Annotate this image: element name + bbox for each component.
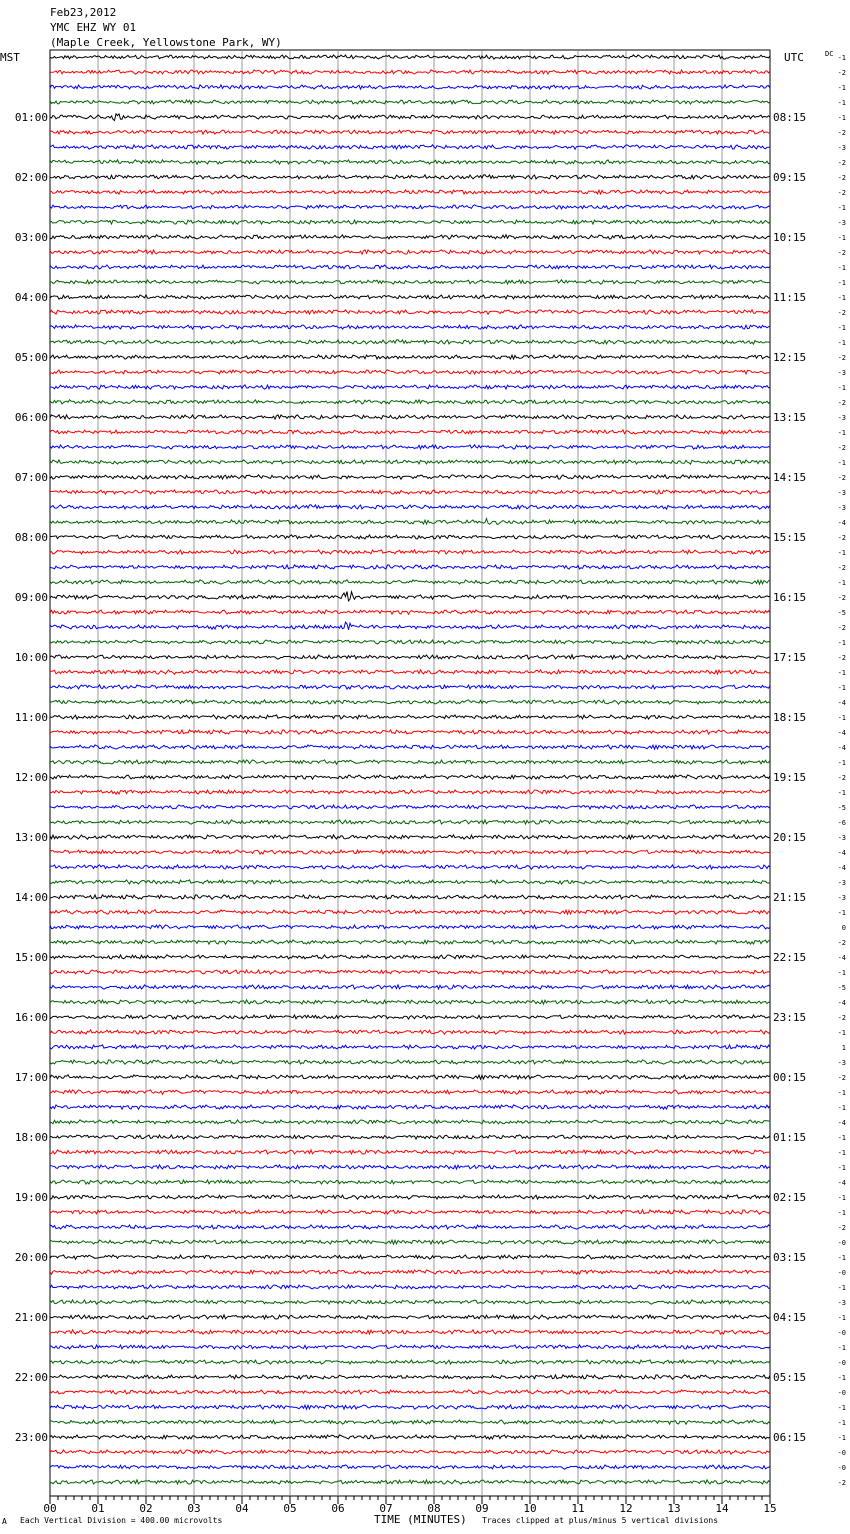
trace-line: [50, 1390, 770, 1394]
dc-offset-label: -1: [837, 1404, 846, 1412]
trace-line: [50, 820, 770, 824]
dc-offset-label: -1: [837, 1164, 846, 1172]
dc-offset-label: -1: [837, 1089, 846, 1097]
trace-line: [50, 925, 770, 929]
trace-line: [50, 730, 770, 734]
right-hour-label: 12:15: [773, 351, 807, 364]
left-hour-label: 15:00: [14, 951, 48, 964]
trace-line: [50, 955, 770, 959]
trace-line: [50, 250, 770, 254]
x-tick-label: 01: [91, 1502, 105, 1515]
right-hour-label: 11:15: [773, 291, 807, 304]
right-hour-label: 14:15: [773, 471, 807, 484]
right-hour-label: 02:15: [773, 1191, 807, 1204]
trace-line: [50, 1405, 770, 1409]
trace-line: [50, 700, 770, 704]
trace-line: [50, 895, 770, 899]
x-tick-label: 15: [763, 1502, 777, 1515]
dc-offset-label: -1: [837, 1209, 846, 1217]
trace-line: [50, 295, 770, 299]
left-hour-label: 13:00: [14, 831, 48, 844]
x-tick-label: 11: [571, 1502, 585, 1515]
dc-offset-label: -4: [837, 864, 846, 872]
dc-offset-label: -1: [837, 639, 846, 647]
trace-line: [50, 325, 770, 329]
trace-line: [50, 715, 770, 719]
dc-offset-label: -2: [837, 774, 846, 782]
trace-line: [50, 640, 770, 644]
trace-line: [50, 160, 770, 164]
right-hour-label: 05:15: [773, 1371, 807, 1384]
right-hour-label: 23:15: [773, 1011, 807, 1024]
left-timezone: MST: [0, 51, 20, 64]
dc-offset-label: -1: [837, 1344, 846, 1352]
dc-offset-label: -1: [837, 459, 846, 467]
dc-offset-label: -2: [837, 159, 846, 167]
left-hour-label: 22:00: [14, 1371, 48, 1384]
trace-line: [50, 1030, 770, 1034]
x-tick-label: 13: [667, 1502, 681, 1515]
dc-offset-label: -4: [837, 699, 846, 707]
trace-line: [50, 1180, 770, 1184]
trace-line: [50, 685, 770, 689]
dc-offset-label: -1: [837, 384, 846, 392]
dc-offset-label: -1: [837, 204, 846, 212]
trace-line: [50, 205, 770, 209]
dc-offset-label: -4: [837, 954, 846, 962]
left-hour-label: 03:00: [14, 231, 48, 244]
left-hour-label: 14:00: [14, 891, 48, 904]
trace-line: [50, 430, 770, 434]
dc-offset-label: -1: [837, 1104, 846, 1112]
left-hour-label: 19:00: [14, 1191, 48, 1204]
right-hour-label: 10:15: [773, 231, 807, 244]
trace-line: [50, 970, 770, 974]
trace-line: [50, 70, 770, 74]
dc-offset-label: -0: [837, 1359, 846, 1367]
clip-note: Traces clipped at plus/minus 5 vertical divisions: [482, 1516, 719, 1525]
dc-offset-label: -1: [837, 339, 846, 347]
right-hour-label: 04:15: [773, 1311, 807, 1324]
dc-offset-label: -3: [837, 879, 846, 887]
trace-line: [50, 1090, 770, 1094]
right-hour-label: 15:15: [773, 531, 807, 544]
dc-offset-label: -1: [837, 684, 846, 692]
dc-offset-label: -0: [837, 1389, 846, 1397]
dc-offset-label: -2: [837, 594, 846, 602]
x-tick-label: 00: [43, 1502, 57, 1515]
dc-offset-label: -1: [837, 234, 846, 242]
trace-line: [50, 850, 770, 854]
trace-line: [50, 114, 770, 121]
dc-offset-label: -1: [837, 759, 846, 767]
left-hour-label: 01:00: [14, 111, 48, 124]
trace-line: [50, 445, 770, 449]
dc-offset-label: -1: [837, 1149, 846, 1157]
dc-offset-label: -4: [837, 1179, 846, 1187]
left-hour-label: 21:00: [14, 1311, 48, 1324]
dc-offset-label: -2: [837, 939, 846, 947]
trace-line: [50, 592, 770, 601]
trace-line: [50, 280, 770, 284]
trace-line: [50, 475, 770, 479]
dc-offset-label: -1: [837, 969, 846, 977]
dc-offset-label: -2: [837, 174, 846, 182]
trace-line: [50, 1315, 770, 1319]
dc-offset-label: -1: [837, 1284, 846, 1292]
dc-offset-label: -1: [837, 324, 846, 332]
dc-offset-label: 1: [841, 1044, 846, 1052]
trace-line: [50, 1285, 770, 1289]
dc-offset-label: -1: [837, 579, 846, 587]
trace-line: [50, 535, 770, 539]
trace-line: [50, 370, 770, 374]
trace-line: [50, 865, 770, 869]
trace-line: [50, 805, 770, 809]
left-hour-label: 17:00: [14, 1071, 48, 1084]
trace-line: [50, 565, 770, 569]
dc-offset-label: -3: [837, 504, 846, 512]
dc-offset-label: -3: [837, 489, 846, 497]
header-date: Feb23,2012: [50, 6, 117, 19]
trace-line: [50, 220, 770, 224]
trace-line: [50, 910, 770, 914]
x-tick-label: 09: [475, 1502, 489, 1515]
trace-line: [50, 940, 770, 944]
x-tick-label: 07: [379, 1502, 393, 1515]
trace-line: [50, 145, 770, 149]
dc-offset-label: -4: [837, 849, 846, 857]
right-timezone: UTC: [784, 51, 804, 64]
dc-offset-label: -1: [837, 54, 846, 62]
trace-line: [50, 1150, 770, 1154]
dc-offset-label: -1: [837, 789, 846, 797]
header-station: YMC EHZ WY 01: [50, 21, 137, 34]
left-hour-label: 11:00: [14, 711, 48, 724]
dc-offset-label: -0: [837, 1269, 846, 1277]
trace-line: [50, 1045, 770, 1049]
right-hour-label: 16:15: [773, 591, 807, 604]
trace-line: [50, 505, 770, 509]
x-tick-label: 04: [235, 1502, 249, 1515]
trace-group: [50, 55, 770, 1484]
trace-line: [50, 519, 770, 525]
left-hour-label: 20:00: [14, 1251, 48, 1264]
x-tick-label: 06: [331, 1502, 345, 1515]
dc-offset-label: -0: [837, 1449, 846, 1457]
dc-offset-label: -1: [837, 1314, 846, 1322]
dc-offset-label: -1: [837, 549, 846, 557]
trace-line: [50, 1240, 770, 1244]
x-axis-label: TIME (MINUTES): [374, 1513, 467, 1526]
dc-offset-label: -4: [837, 519, 846, 527]
trace-line: [50, 310, 770, 314]
dc-offset-label: -3: [837, 834, 846, 842]
trace-line: [50, 415, 770, 419]
left-hour-label: 18:00: [14, 1131, 48, 1144]
dc-offset-label: -1: [837, 1194, 846, 1202]
x-tick-label: 02: [139, 1502, 153, 1515]
left-hour-label: 09:00: [14, 591, 48, 604]
trace-line: [50, 1075, 770, 1079]
dc-offset-label: -1: [837, 1134, 846, 1142]
dc-offset-label: -1: [837, 909, 846, 917]
dc-offset-label: -2: [837, 399, 846, 407]
left-hour-label: 23:00: [14, 1431, 48, 1444]
trace-line: [50, 1195, 770, 1199]
dc-offset-label: -2: [837, 1074, 846, 1082]
right-hour-label: 06:15: [773, 1431, 807, 1444]
dc-offset-label: -6: [837, 819, 846, 827]
right-hour-label: 08:15: [773, 111, 807, 124]
trace-line: [50, 400, 770, 404]
trace-line: [50, 655, 770, 659]
left-hour-label: 05:00: [14, 351, 48, 364]
dc-offset-label: -0: [837, 1329, 846, 1337]
dc-offset-label: -3: [837, 1059, 846, 1067]
trace-line: [50, 1330, 770, 1334]
x-tick-label: 10: [523, 1502, 537, 1515]
trace-line: [50, 1120, 770, 1124]
trace-line: [50, 265, 770, 269]
dc-offset-label: -2: [837, 189, 846, 197]
scale-note: Each Vertical Division = 400.00 microvolts: [20, 1516, 223, 1525]
trace-line: [50, 100, 770, 104]
left-hour-label: 10:00: [14, 651, 48, 664]
trace-line: [50, 190, 770, 194]
dc-offset-label: -1: [837, 114, 846, 122]
trace-line: [50, 1210, 770, 1214]
trace-line: [50, 1225, 770, 1229]
trace-line: [50, 1450, 770, 1454]
dc-offset-label: -2: [837, 309, 846, 317]
trace-line: [50, 355, 770, 359]
trace-line: [50, 1255, 770, 1259]
dc-offset-label: -3: [837, 414, 846, 422]
trace-line: [50, 1165, 770, 1169]
dc-offset-label: -2: [837, 129, 846, 137]
right-hour-label: 18:15: [773, 711, 807, 724]
dc-offset-label: -2: [837, 249, 846, 257]
right-hour-label: 21:15: [773, 891, 807, 904]
dc-offset-label: -4: [837, 729, 846, 737]
dc-offset-label: -0: [837, 1464, 846, 1472]
dc-offset-label: -2: [837, 354, 846, 362]
right-hour-label: 00:15: [773, 1071, 807, 1084]
trace-line: [50, 460, 770, 464]
right-hour-label: 01:15: [773, 1131, 807, 1144]
trace-line: [50, 1345, 770, 1349]
dc-offset-label: -2: [837, 624, 846, 632]
trace-line: [50, 1270, 770, 1274]
dc-offset-label: -4: [837, 744, 846, 752]
right-hour-label: 03:15: [773, 1251, 807, 1264]
left-hour-label: 02:00: [14, 171, 48, 184]
dc-offset-label: -1: [837, 669, 846, 677]
trace-line: [50, 385, 770, 389]
trace-line: [50, 1420, 770, 1424]
trace-line: [50, 1060, 770, 1064]
trace-line: [50, 340, 770, 344]
right-hour-label: 13:15: [773, 411, 807, 424]
trace-line: [50, 235, 770, 239]
trace-line: [50, 1300, 770, 1304]
left-hour-label: 16:00: [14, 1011, 48, 1024]
trace-line: [50, 1375, 770, 1379]
dc-offset-label: -2: [837, 1014, 846, 1022]
dc-offset-label: -2: [837, 474, 846, 482]
dc-offset-label: -2: [837, 1479, 846, 1487]
dc-offset-label: -2: [837, 654, 846, 662]
right-hour-label: 19:15: [773, 771, 807, 784]
dc-offset-label: -3: [837, 219, 846, 227]
dc-offset-label: -1: [837, 99, 846, 107]
dc-offset-label: -1: [837, 264, 846, 272]
trace-line: [50, 745, 770, 749]
dc-offset-label: -1: [837, 429, 846, 437]
dc-offset-label: -4: [837, 1119, 846, 1127]
dc-offset-label: -0: [837, 1239, 846, 1247]
dc-label: DC: [825, 50, 834, 58]
dc-offset-label: -1: [837, 279, 846, 287]
trace-line: [50, 835, 770, 839]
dc-offset-label: -1: [837, 1419, 846, 1427]
trace-line: [50, 1435, 770, 1439]
dc-offset-label: -5: [837, 609, 846, 617]
trace-line: [50, 760, 770, 764]
trace-line: [50, 1465, 770, 1469]
dc-offset-label: -2: [837, 69, 846, 77]
left-hour-label: 08:00: [14, 531, 48, 544]
trace-line: [50, 85, 770, 89]
dc-offset-label: -1: [837, 714, 846, 722]
right-hour-label: 17:15: [773, 651, 807, 664]
right-hour-label: 20:15: [773, 831, 807, 844]
trace-line: [50, 775, 770, 779]
dc-offset-label: -3: [837, 144, 846, 152]
left-hour-label: 06:00: [14, 411, 48, 424]
dc-offset-label: -3: [837, 369, 846, 377]
x-tick-label: 12: [619, 1502, 633, 1515]
dc-offset-label: -5: [837, 804, 846, 812]
trace-line: [50, 880, 770, 884]
trace-line: [50, 622, 770, 630]
dc-offset-label: -2: [837, 534, 846, 542]
trace-line: [50, 1015, 770, 1019]
trace-line: [50, 1000, 770, 1004]
dc-offset-label: -1: [837, 1374, 846, 1382]
dc-offset-label: -3: [837, 1299, 846, 1307]
trace-line: [50, 610, 770, 614]
left-hour-label: 12:00: [14, 771, 48, 784]
left-hour-label: 07:00: [14, 471, 48, 484]
left-hour-label: 04:00: [14, 291, 48, 304]
trace-line: [50, 490, 770, 494]
trace-line: [50, 1360, 770, 1364]
dc-offset-label: 0: [841, 924, 846, 932]
trace-line: [50, 1135, 770, 1139]
header-location: (Maple Creek, Yellowstone Park, WY): [50, 36, 282, 49]
dc-offset-label: -1: [837, 1434, 846, 1442]
dc-offset-label: -1: [837, 294, 846, 302]
x-tick-label: 03: [187, 1502, 201, 1515]
trace-line: [50, 1480, 770, 1484]
trace-line: [50, 550, 770, 554]
trace-line: [50, 985, 770, 989]
trace-line: [50, 790, 770, 794]
right-hour-label: 22:15: [773, 951, 807, 964]
dc-offset-label: -5: [837, 984, 846, 992]
corner-mark: A: [2, 1517, 7, 1526]
dc-offset-label: -1: [837, 1029, 846, 1037]
trace-line: [50, 55, 770, 59]
dc-offset-label: -2: [837, 444, 846, 452]
dc-offset-label: -1: [837, 1254, 846, 1262]
right-hour-label: 09:15: [773, 171, 807, 184]
x-tick-label: 08: [427, 1502, 441, 1515]
dc-offset-label: -2: [837, 1224, 846, 1232]
label-group: [15, 54, 846, 1515]
dc-offset-label: -4: [837, 999, 846, 1007]
x-tick-label: 14: [715, 1502, 729, 1515]
trace-line: [50, 1105, 770, 1109]
dc-offset-label: -3: [837, 894, 846, 902]
dc-offset-label: -2: [837, 564, 846, 572]
trace-line: [50, 175, 770, 179]
trace-line: [50, 670, 770, 674]
x-tick-label: 05: [283, 1502, 297, 1515]
trace-line: [50, 130, 770, 134]
trace-line: [50, 580, 770, 584]
dc-offset-label: -1: [837, 84, 846, 92]
